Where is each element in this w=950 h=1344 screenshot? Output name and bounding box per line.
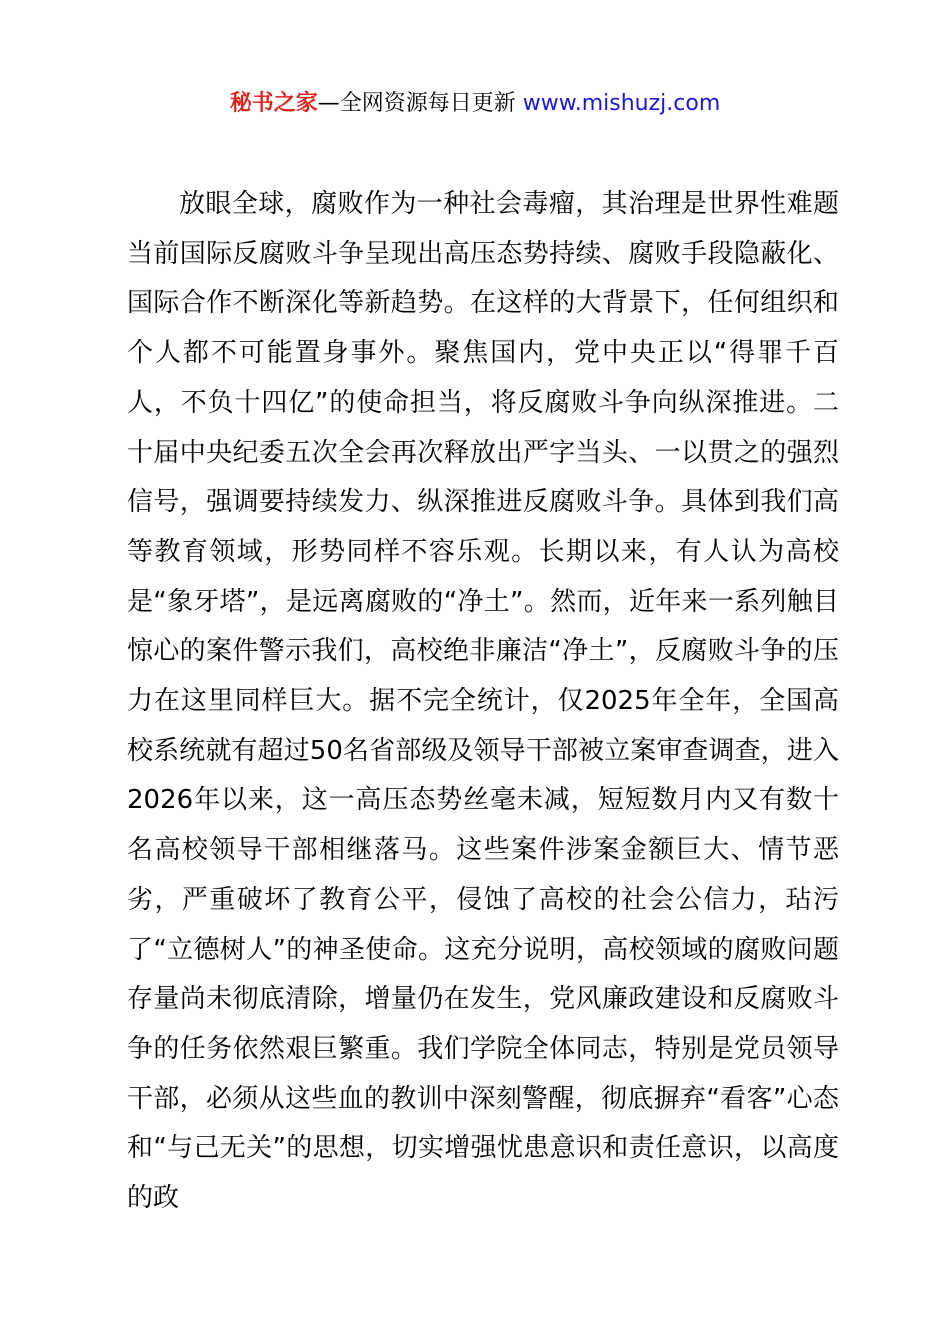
brand-name: 秘书之家 [229, 91, 318, 116]
site-header [0, 88, 950, 120]
header-tagline: —全网资源每日更新 [317, 91, 523, 116]
site-url-link[interactable]: www.mishuzj.com [522, 91, 721, 116]
body-paragraph: 放眼全球，腐败作为一种社会毒瘤，其治理是世界性难题当前国际反腐败斗争呈现出高压态势持续、腐败手段隐蔽化、国际合作不断深化等新趋势。在这样的大背景下，任何组织和个人都不可能置身事外。聚焦国内，党中央正以“得罪千百人，不负十四亿”的使命担当，将反腐败斗争向纵深推进。二十届中央纪委五次全会再次释放出严字当头、一以贯之的强烈信号，强调要持续发力、纵深推进反腐败斗争。具体到我们高等教育领域，形势同样不容乐观。长期以来，有人认为高校是“象牙塔”，是远离腐败的“净土”。然而，近年来一系列触目惊心的案件警示我们，高校绝非廉洁“净土”，反腐败斗争的压力在这里同样巨大。据不完全统计，仅2025年全年，全国高校系统就有超过50名省部级及领导干部被立案审查调查，进入2026年以来，这一高压态势丝毫未减，短短数月内又有数十名高校领导干部相继落马。这些案件涉案金额巨大、情节恶劣，严重破坏了教育公平，侵蚀了高校的社会公信力，玷污了“立德树人”的神圣使命。这充分说明，高校领域的腐败问题存量尚未彻底清除，增量仍在发生，党风廉政建设和反腐败斗争的任务依然艰巨繁重。我们学院全体同志，特别是党员领导干部，必须从这些血的教训中深刻警醒，彻底摒弃“看客”心态和“与己无关”的思想，切实增强忧患意识和责任意识，以高度的政 [127, 189, 839, 1214]
